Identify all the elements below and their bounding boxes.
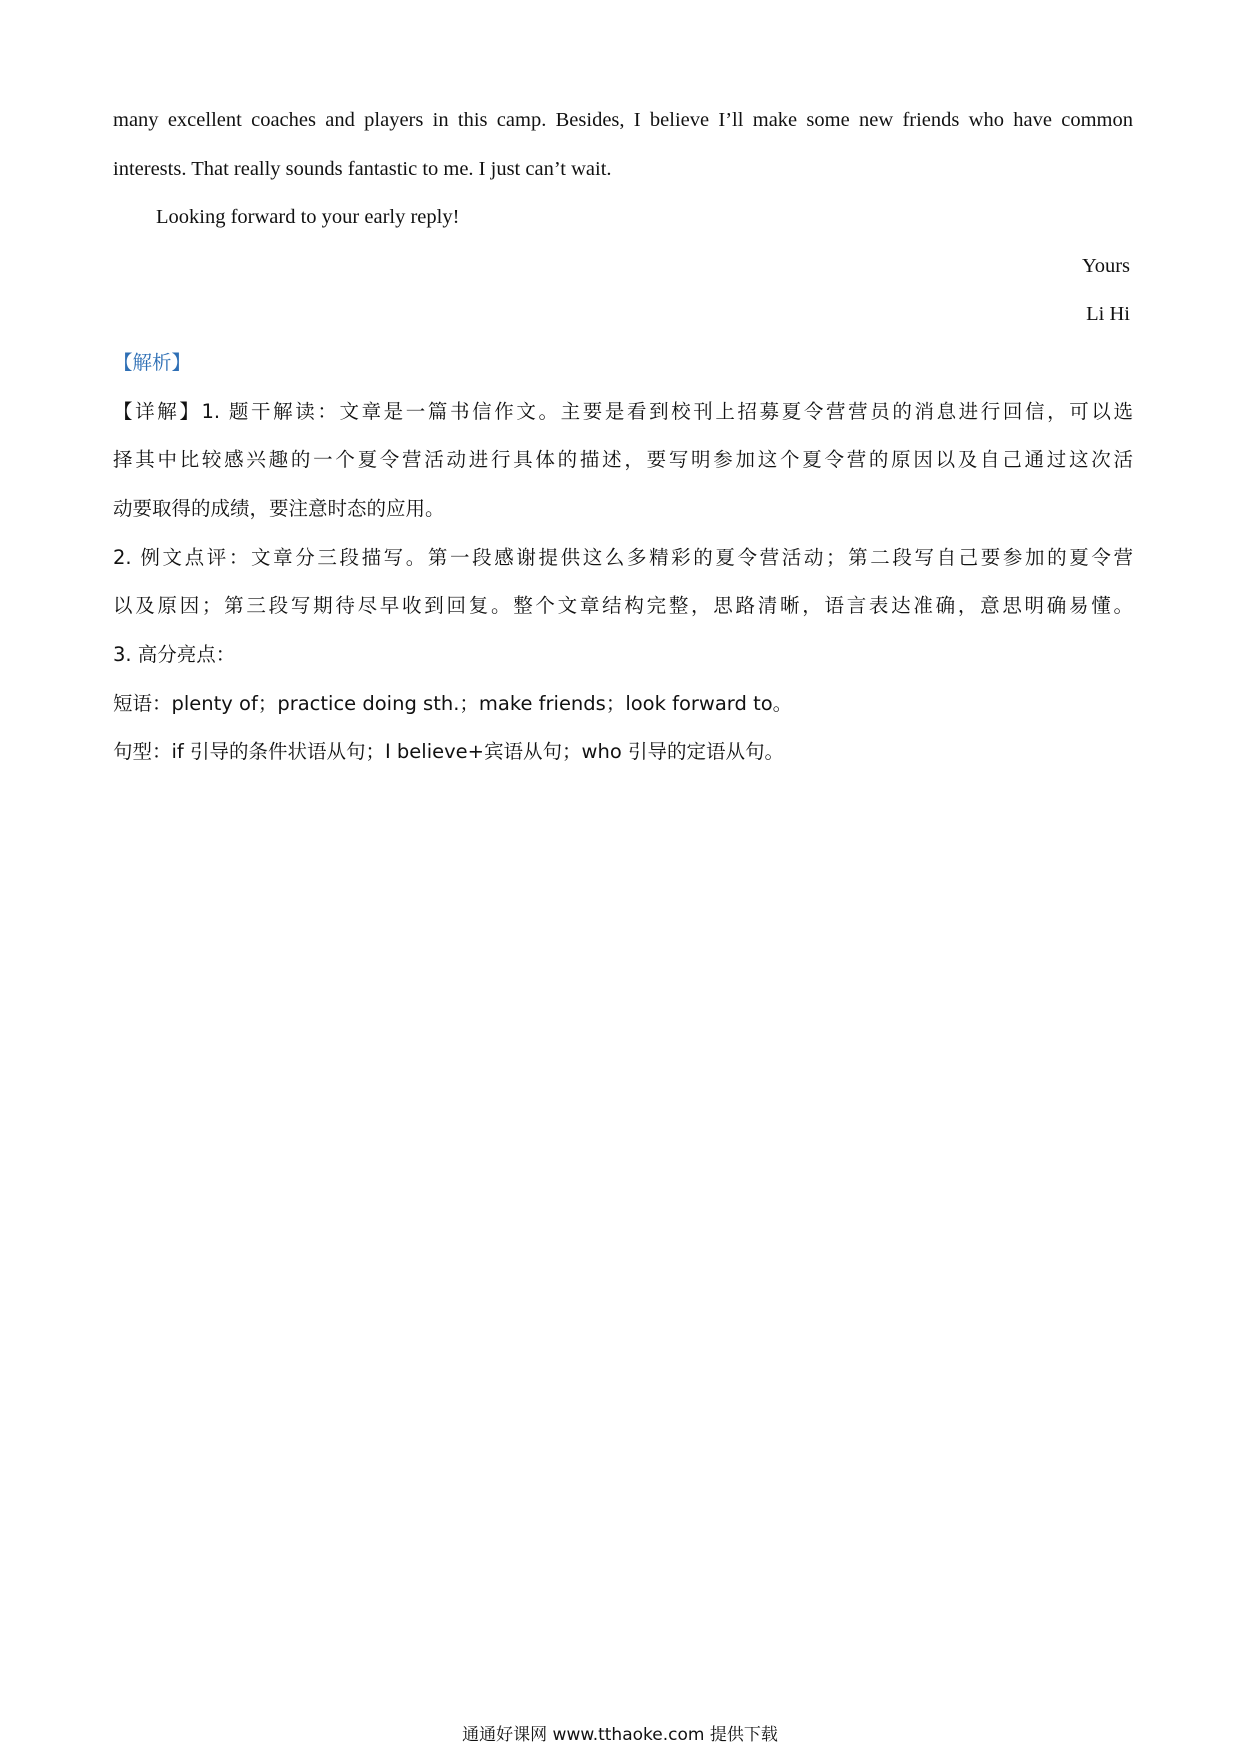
analysis-highlights-title: 3. 高分亮点： — [113, 643, 236, 666]
analysis-detail-line-2: 择其中比较感兴趣的一个夏令营活动进行具体的描述，要写明参加这个夏令营的原因以及自己通过这次活 — [113, 448, 1133, 471]
analysis-sentences: 句型：if 引导的条件状语从句；I believe+宾语从句；who 引导的定语从句。 — [113, 740, 784, 763]
analysis-detail-line-3: 动要取得的成绩，要注意时态的应用。 — [113, 497, 445, 520]
letter-signature: Li Hi — [1086, 303, 1130, 325]
letter-line-1: many excellent coaches and players in this camp. Besides, I believe I’ll make some new friends who have common — [113, 109, 1133, 131]
letter-line-2: interests. That really sounds fantastic to me. I just can’t wait. — [113, 158, 612, 180]
letter-closing-line: Looking forward to your early reply! — [156, 206, 460, 228]
analysis-detail-line-1: 【详解】1. 题干解读：文章是一篇书信作文。主要是看到校刊上招募夏令营营员的消息进行回信，可以选 — [113, 400, 1133, 423]
analysis-review-line-2: 以及原因；第三段写期待尽早收到回复。整个文章结构完整，思路清晰，语言表达准确，意思明确易懂。 — [113, 594, 1133, 617]
letter-signoff: Yours — [1081, 255, 1130, 277]
analysis-heading: 【解析】 — [113, 351, 192, 374]
analysis-phrases: 短语：plenty of；practice doing sth.；make friends；look forward to。 — [113, 692, 793, 715]
page-footer: 通通好课网 www.tthaoke.com 提供下载 — [462, 1725, 778, 1745]
analysis-review-line-1: 2. 例文点评：文章分三段描写。第一段感谢提供这么多精彩的夏令营活动；第二段写自己要参加的夏令营 — [113, 546, 1133, 569]
